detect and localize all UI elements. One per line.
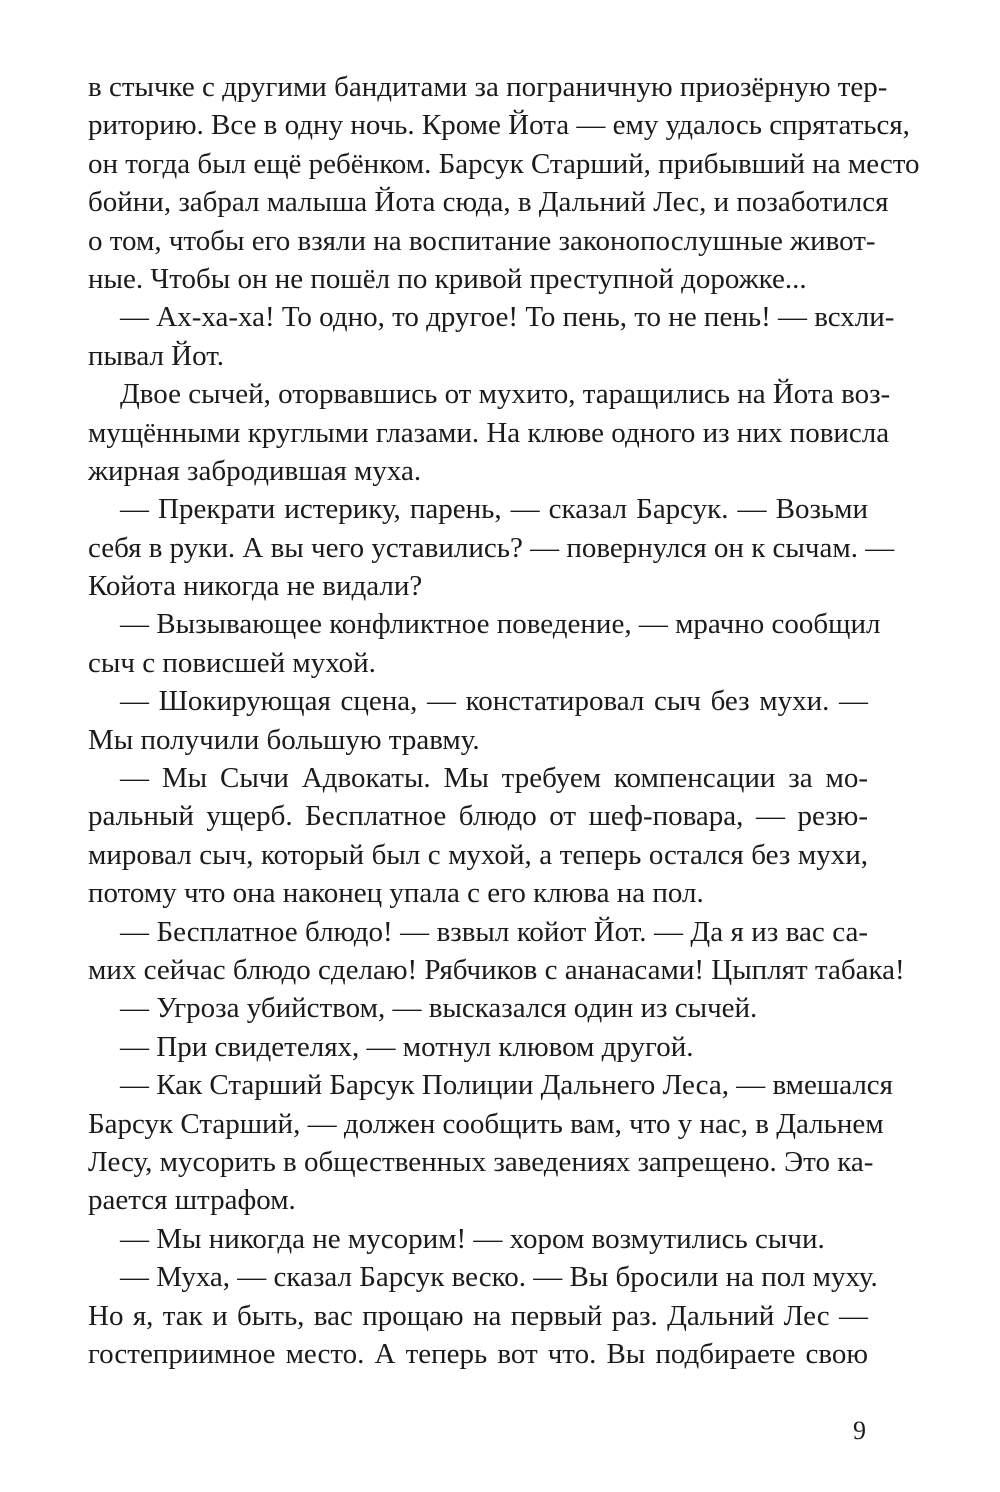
- text-line: пывал Йот.: [88, 339, 224, 372]
- page-number: 9: [853, 1416, 866, 1445]
- text-line: — Как Старший Барсук Полиции Дальнего Леса, — вмешался: [120, 1069, 894, 1102]
- text-line: он тогда был ещё ребёнком. Барсук Старший, прибывший на место: [88, 147, 920, 180]
- text-line: — Мы Сычи Адвокаты. Мы требуем компенсации за мо-: [120, 762, 868, 795]
- text-line: гостеприимное место. А теперь вот что. Вы подбираете свою: [88, 1337, 868, 1370]
- text-line: мущёнными круглыми глазами. На клюве одного из них повисла: [88, 416, 890, 449]
- text-line: — Ах-ха-ха! То одно, то другое! То пень, то не пень! — всхли-: [120, 301, 895, 334]
- text-line: Но я, так и быть, вас прощаю на первый раз. Дальний Лес —: [88, 1299, 868, 1332]
- text-line: Двое сычей, оторвавшись от мухито, таращились на Йота воз-: [120, 378, 891, 411]
- text-line: ральный ущерб. Бесплатное блюдо от шеф-повара, — резю-: [88, 800, 868, 833]
- text-line: жирная забродившая муха.: [88, 454, 422, 487]
- text-line: сыч с повисшей мухой.: [88, 646, 376, 679]
- text-line: Мы получили большую травму.: [88, 723, 480, 756]
- text-line: — Угроза убийством, — высказался один из сычей.: [120, 992, 758, 1025]
- text-line: — Шокирующая сцена, — констатировал сыч без мухи. —: [120, 685, 868, 718]
- text-line: — Вызывающее конфликтное поведение, — мрачно сообщил: [120, 608, 881, 641]
- text-line: Койота никогда не видали?: [88, 570, 423, 603]
- text-line: мировал сыч, который был с мухой, а теперь остался без мухи,: [88, 838, 868, 871]
- text-line: рается штрафом.: [88, 1184, 296, 1217]
- body-text: [88, 68, 920, 1373]
- text-line: — При свидетелях, — мотнул клювом другой.: [120, 1030, 694, 1063]
- text-line: бойни, забрал малыша Йота сюда, в Дальний Лес, и позаботился: [88, 186, 889, 219]
- text-line: потому что она наконец упала с его клюва на пол.: [88, 877, 704, 910]
- text-line: Лесу, мусорить в общественных заведениях запрещено. Это ка-: [88, 1145, 874, 1178]
- text-line: — Бесплатное блюдо! — взвыл койот Йот. — Да я из вас са-: [120, 915, 868, 948]
- text-line: — Мы никогда не мусорим! — хором возмутились сычи.: [120, 1222, 825, 1255]
- text-line: себя в руки. А вы чего уставились? — повернулся он к сычам. —: [88, 531, 895, 564]
- text-line: ные. Чтобы он не пошёл по кривой преступной дорожке...: [88, 262, 807, 295]
- text-line: Барсук Старший, — должен сообщить вам, что у нас, в Дальнем: [88, 1107, 884, 1140]
- text-line: риторию. Все в одну ночь. Кроме Йота — ему удалось спрятаться,: [88, 109, 910, 142]
- text-line: мих сейчас блюдо сделаю! Рябчиков с ананасами! Цыплят табака!: [88, 953, 905, 986]
- text-line: — Муха, — сказал Барсук веско. — Вы бросили на пол муху.: [120, 1261, 878, 1294]
- text-line: — Прекрати истерику, парень, — сказал Барсук. — Возьми: [120, 493, 868, 526]
- text-line: о том, чтобы его взяли на воспитание законопослушные живот-: [88, 224, 876, 257]
- text-line: в стычке с другими бандитами за пограничную приозёрную тер-: [88, 71, 888, 103]
